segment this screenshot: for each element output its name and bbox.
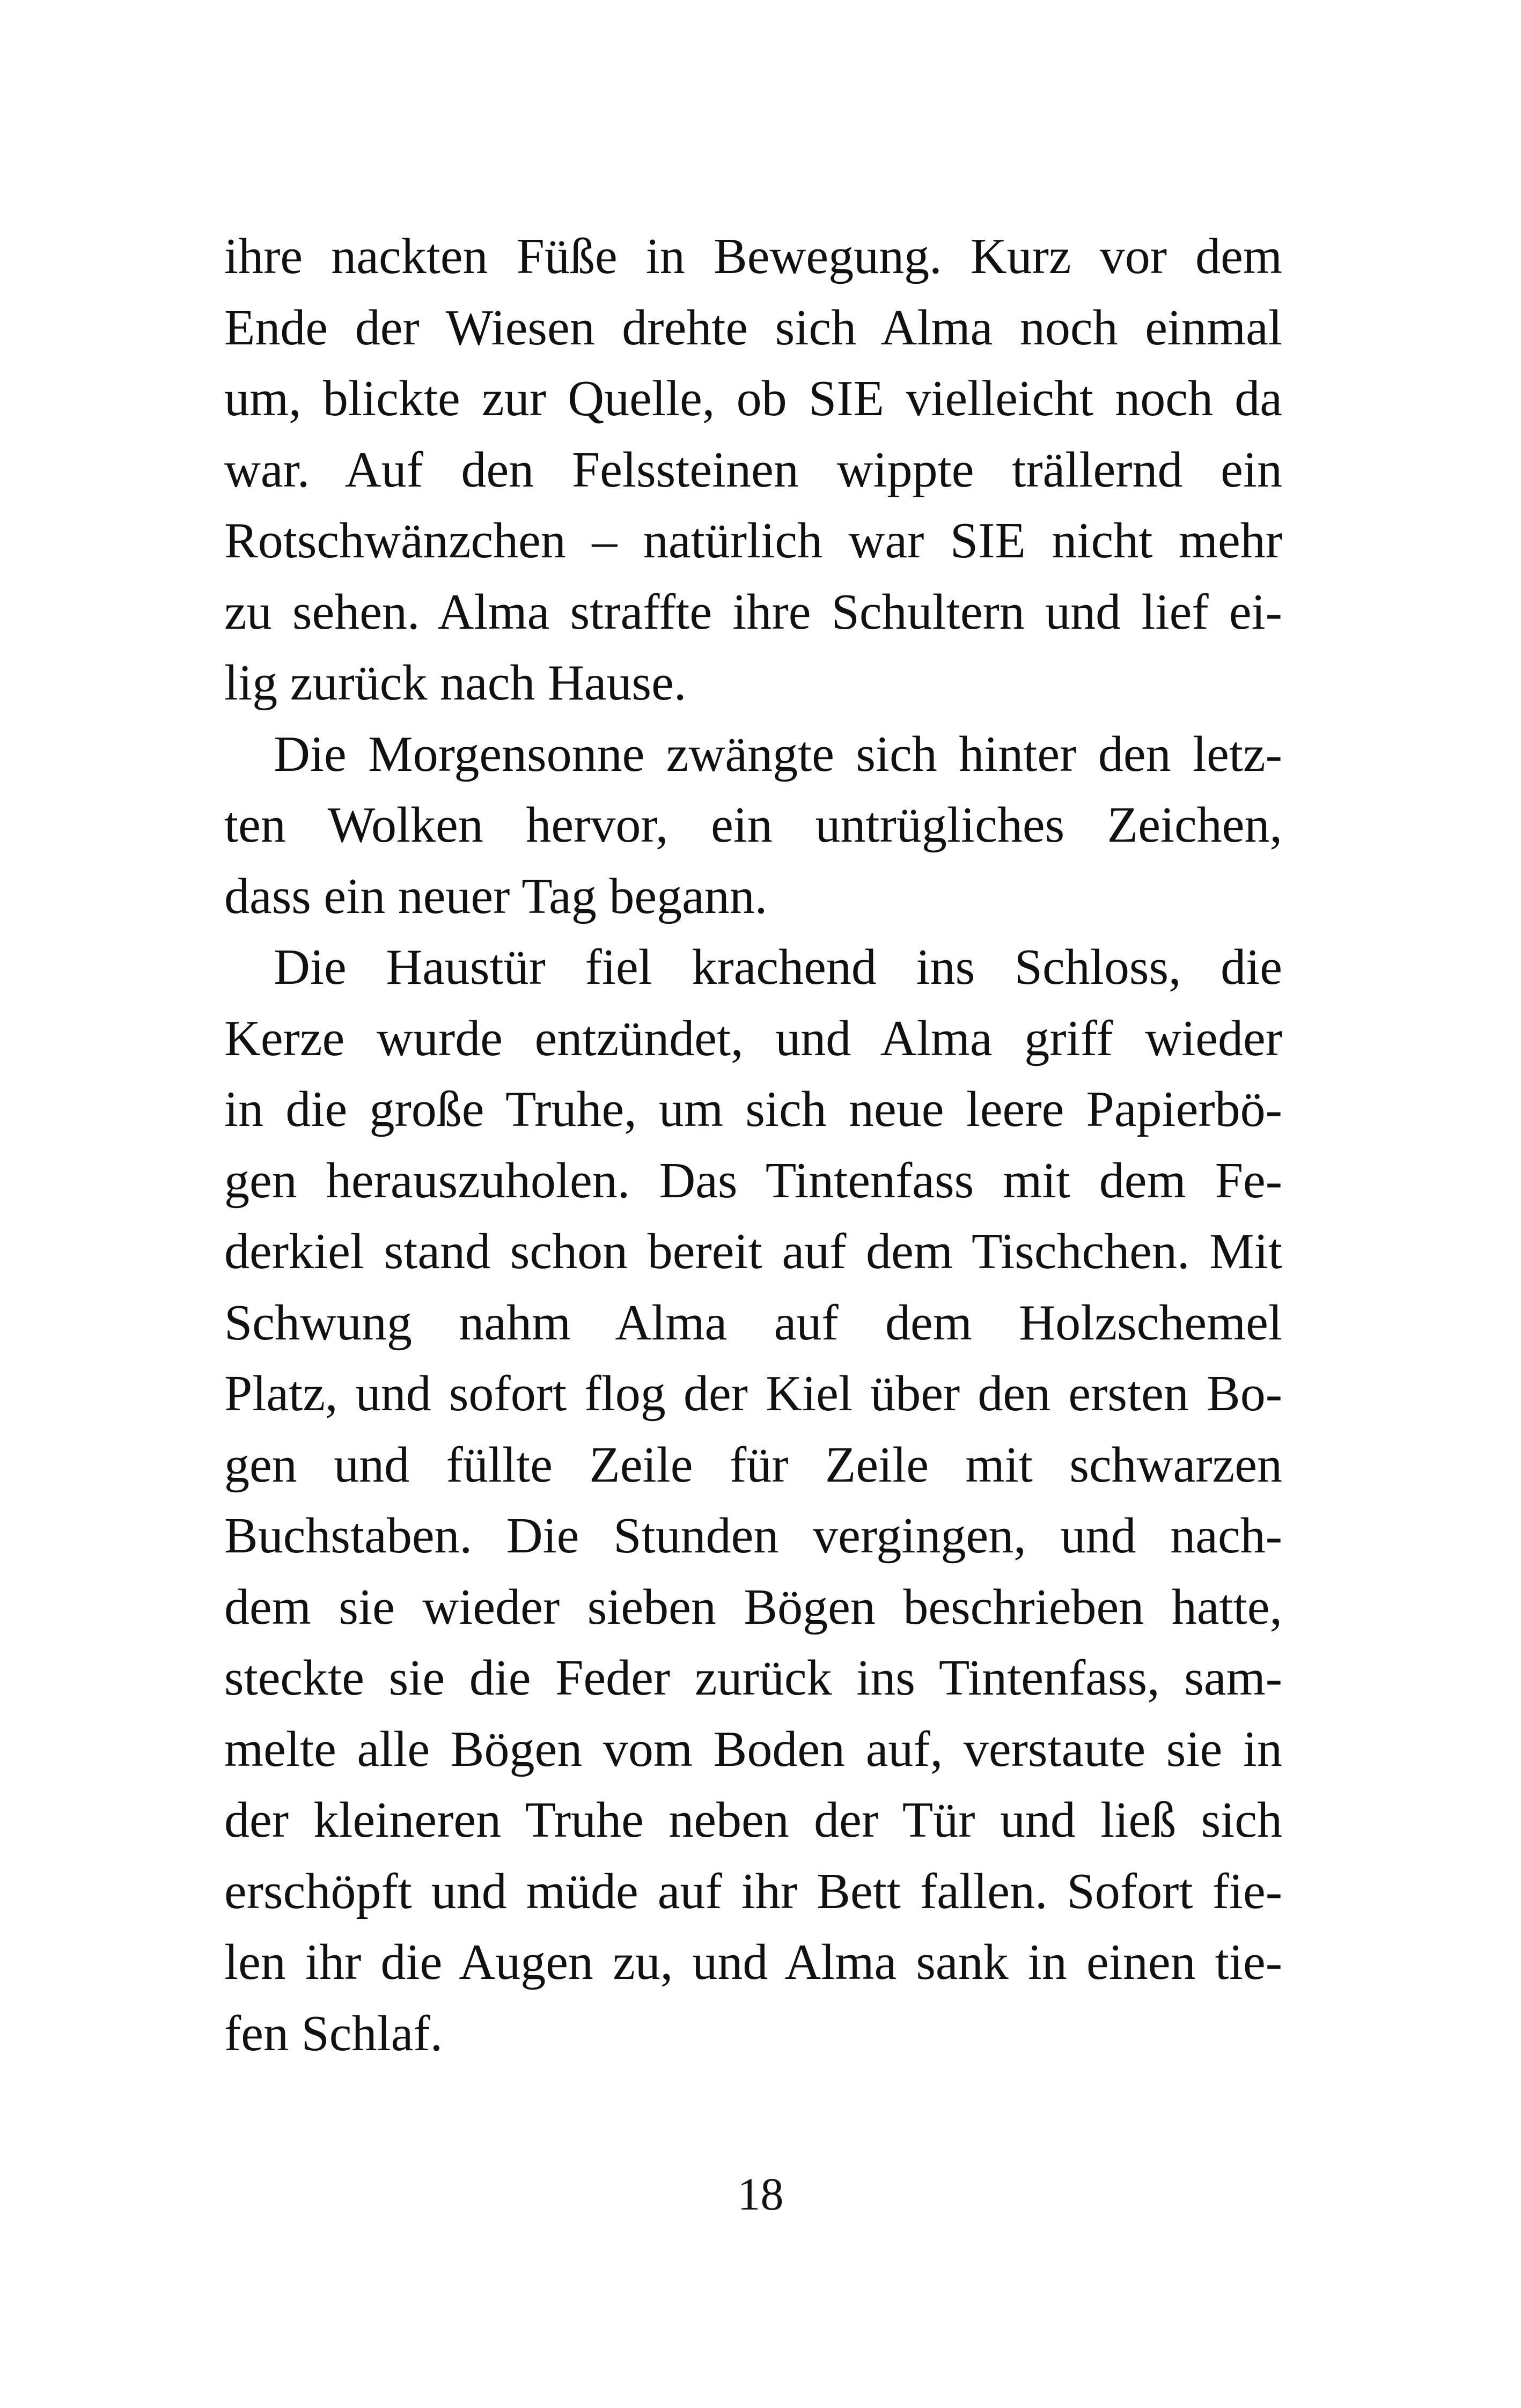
text-line: war. Auf den Felssteinen wippte trällernd ein [224,441,1282,498]
text-line: gen herauszuholen. Das Tintenfass mit dem Fe- [224,1152,1282,1209]
text-line: um, blickte zur Quelle, ob SIE vielleicht noch da [224,371,1282,426]
text-line: Platz, und sofort flog der Kiel über den ersten Bo- [224,1366,1282,1422]
text-line: Kerze wurde entzündet, und Alma griff wieder [224,1010,1282,1066]
text-line: steckte sie die Feder zurück ins Tintenfass, sam- [224,1650,1282,1706]
text-line: Die Morgensonne zwängte sich hinter den letz- [274,726,1282,782]
text-line: in die große Truhe, um sich neue leere Papierbö- [224,1081,1282,1137]
page-number: 18 [737,2168,784,2220]
text-line: Rotschwänzchen – natürlich war SIE nicht mehr [224,513,1282,569]
text-line: dass ein neuer Tag begann. [224,868,768,924]
text-line: derkiel stand schon bereit auf dem Tischchen. Mit [224,1224,1282,1279]
text-line: Ende der Wiesen drehte sich Alma noch einmal [224,299,1282,356]
text-line: ihre nackten Füße in Bewegung. Kurz vor dem [224,229,1282,284]
text-line: erschöpft und müde auf ihr Bett fallen. Sofort fie- [224,1863,1282,1919]
text-line: dem sie wieder sieben Bögen beschrieben hatte, [224,1579,1282,1635]
body-text [224,221,1282,2069]
text-line: zu sehen. Alma straffte ihre Schultern und lief ei- [224,584,1282,640]
text-line: Buchstaben. Die Stunden vergingen, und nach- [224,1508,1282,1564]
text-line: ten Wolken hervor, ein untrügliches Zeichen, [224,797,1282,853]
text-line: Die Haustür fiel krachend ins Schloss, die [274,939,1282,995]
text-line: lig zurück nach Hause. [224,655,687,711]
text-line: len ihr die Augen zu, und Alma sank in einen tie- [224,1934,1282,1990]
text-line: der kleineren Truhe neben der Tür und ließ sich [224,1792,1282,1848]
text-line: fen Schlaf. [224,2005,443,2061]
text-line: gen und füllte Zeile für Zeile mit schwarzen [224,1437,1282,1493]
text-line: melte alle Bögen vom Boden auf, verstaute sie in [224,1721,1282,1777]
text-line: Schwung nahm Alma auf dem Holzschemel [224,1294,1282,1351]
